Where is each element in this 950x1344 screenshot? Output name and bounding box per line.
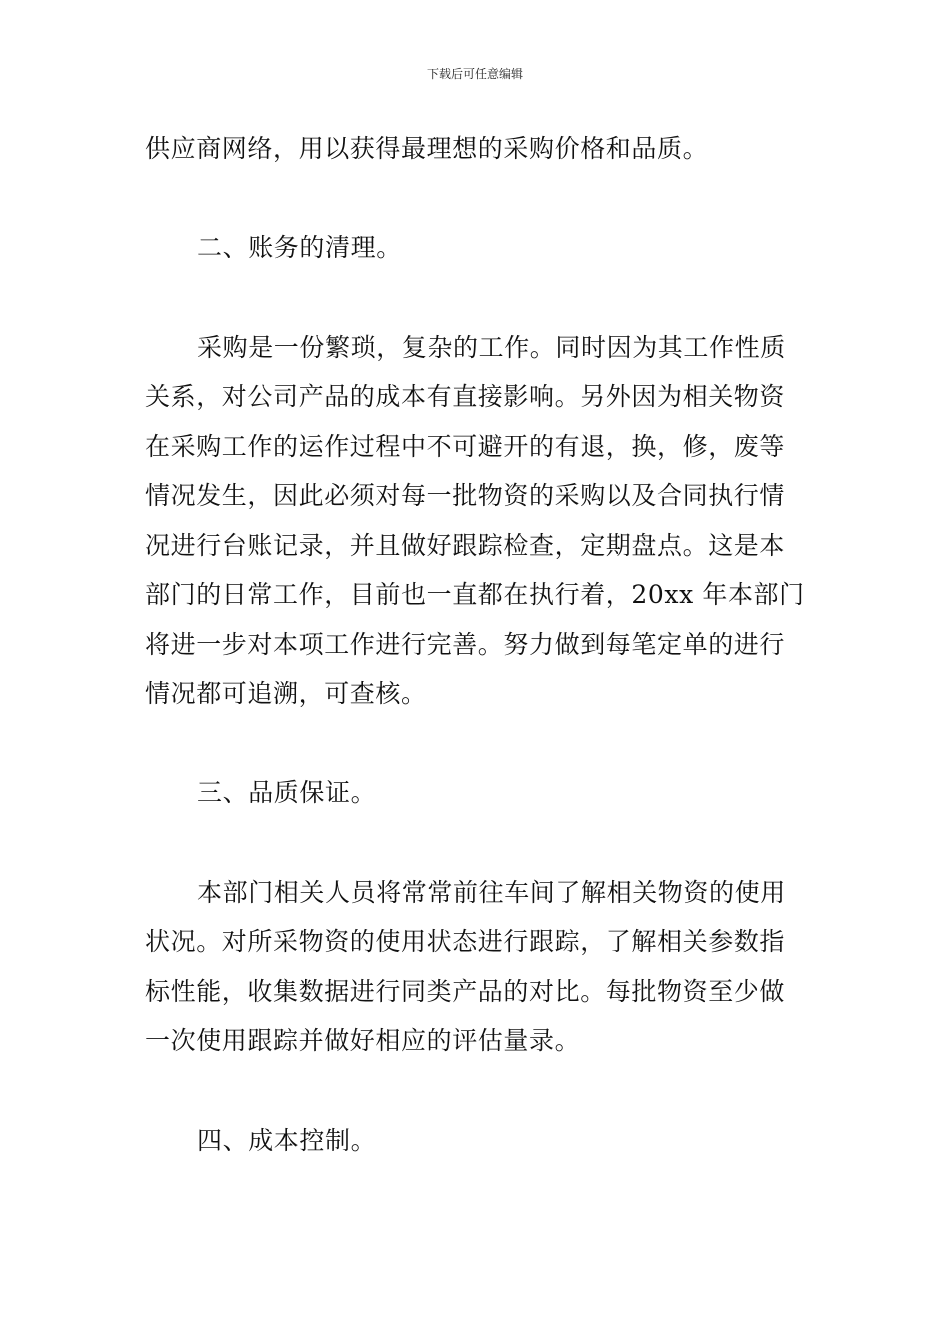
paragraph-line: 情况发生，因此必须对每一批物资的采购以及合同执行情 (145, 481, 786, 510)
section-heading: 二、账务的清理。 (197, 233, 402, 262)
paragraph-line: 本部门相关人员将常常前往车间了解相关物资的使用 (197, 878, 786, 907)
paragraph-line: 供应商网络，用以获得最理想的采购价格和品质。 (145, 134, 709, 163)
paragraph-line: 情况都可追溯，可查核。 (145, 679, 427, 708)
paragraph-line: 标性能，收集数据进行同类产品的对比。每批物资至少做 (145, 977, 786, 1006)
paragraph-line: 一次使用跟踪并做好相应的评估量录。 (145, 1026, 581, 1055)
paragraph-line: 况进行台账记录，并且做好跟踪检查，定期盘点。这是本 (145, 531, 786, 560)
paragraph-line: 状况。对所采物资的使用状态进行跟踪，了解相关参数指 (145, 927, 786, 956)
section-heading: 三、品质保证。 (197, 778, 377, 807)
paragraph-line: 采购是一份繁琐，复杂的工作。同时因为其工作性质 (197, 333, 786, 362)
paragraph-line: 关系，对公司产品的成本有直接影响。另外因为相关物资 (145, 382, 786, 411)
paragraph-line: 部门的日常工作，目前也一直都在执行着，20xx 年本部门 (145, 580, 805, 609)
paragraph-line: 将进一步对本项工作进行完善。努力做到每笔定单的进行 (145, 630, 786, 659)
paragraph-line: 在采购工作的运作过程中不可避开的有退，换，修，废等 (145, 432, 786, 461)
section-heading: 四、成本控制。 (197, 1126, 377, 1155)
header-note: 下载后可任意编辑 (426, 67, 523, 81)
